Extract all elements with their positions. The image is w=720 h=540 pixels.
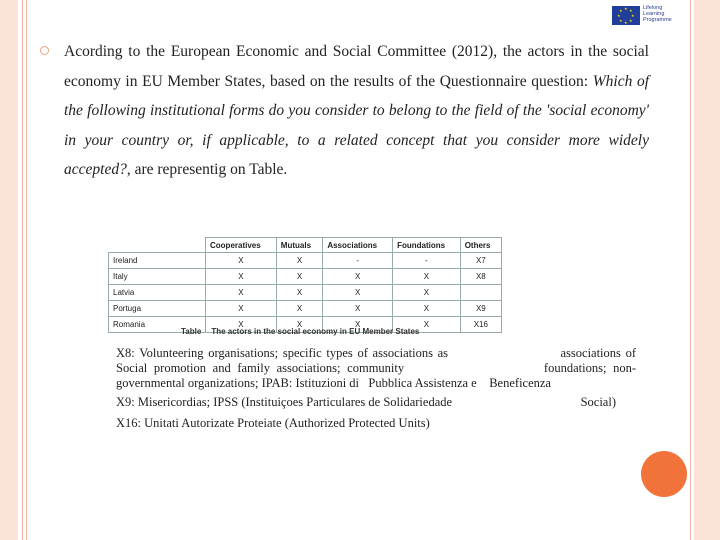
table-cell: X (323, 269, 393, 285)
table-cell: X16 (460, 317, 501, 333)
note-x8-line-3: governmental organizations; IPAB: Istituzioni di Pubblica Assistenza e Beneficenza (116, 376, 551, 390)
table-header-cell: Foundations (393, 238, 461, 253)
decorative-orange-circle (641, 451, 687, 497)
lifelong-learning-logo (612, 4, 680, 28)
questionnaire-question: Which of the following institutional forms do you consider to belong to the field of the 'social economy' in your country or, if applicable, to a related concept that you consider more widely accepted? (64, 72, 650, 178)
paragraph-text: Acording to the European Economic and Social Committee (2012), the actors in the social economy in EU Member States, based on the results of the Questionnaire question: (64, 43, 649, 90)
table-header-cell: Associations (323, 238, 393, 253)
note-x8-line-2: Social promotion and family associations; community foundations; non- (116, 361, 636, 375)
table-cell: X (276, 269, 323, 285)
table-cell (460, 285, 501, 301)
table-cell: X (276, 253, 323, 269)
table-row (109, 269, 502, 285)
table-cell: Italy (109, 269, 206, 285)
table-cell: X7 (460, 253, 501, 269)
note-x9-text: X9: Misericordias; IPSS (Instituiçoes Particulares de Solidariedade (116, 395, 453, 409)
logo-line-3: Programme (643, 17, 672, 23)
right-frame-line (690, 0, 691, 540)
table-cell: Romania (109, 317, 206, 333)
table-header-cell: Cooperatives (206, 238, 277, 253)
table-cell: X (206, 301, 277, 317)
table-cell: - (393, 253, 461, 269)
left-frame-band (0, 0, 18, 540)
table-cell: X (206, 317, 277, 333)
intro-paragraph (64, 37, 649, 185)
table-cell: - (323, 253, 393, 269)
table-cell: X9 (460, 301, 501, 317)
paragraph-end: , are representig on Table. (126, 161, 288, 178)
caption-text: The actors in the social economy in EU Member States (211, 327, 420, 336)
table-cell: X (276, 301, 323, 317)
note-x8-line-1: X8: Volunteering organisations; specific types of associations as associations of (116, 346, 636, 360)
table-row (109, 285, 502, 301)
actors-table (108, 237, 502, 333)
table-cell: X (393, 301, 461, 317)
note-x16: X16: Unitati Autorizate Proteiate (Authorized Protected Units) (116, 416, 430, 430)
table-cell: X (323, 301, 393, 317)
bullet-icon (40, 46, 49, 55)
table-cell: X (393, 269, 461, 285)
table-cell: Latvia (109, 285, 206, 301)
table-header-cell: Others (460, 238, 501, 253)
table-cell: X (393, 317, 461, 333)
table-cell: X (206, 269, 277, 285)
table-cell: X (206, 285, 277, 301)
table-cell: Ireland (109, 253, 206, 269)
logo-line-2: Learning (643, 11, 665, 17)
table-cell: X (276, 317, 323, 333)
left-frame-line-inner (26, 0, 27, 540)
table-header-cell: Mutuals (276, 238, 323, 253)
table-cell: X (276, 285, 323, 301)
table-header-row (109, 238, 502, 253)
table-row (109, 301, 502, 317)
table-cell: X (393, 285, 461, 301)
logo-line-1: Lifelong (643, 5, 663, 11)
note-x9 (116, 395, 636, 410)
table-notes (116, 346, 636, 431)
note-x9-end: Social) (580, 395, 616, 409)
table-caption (181, 327, 419, 336)
caption-label: Table (181, 327, 202, 336)
table-cell: Portuga (109, 301, 206, 317)
table-header-cell (109, 238, 206, 253)
table-cell: X (323, 317, 393, 333)
right-frame-band (694, 0, 720, 540)
table-row (109, 253, 502, 269)
actors-table-container (108, 237, 502, 333)
left-frame-line (22, 0, 23, 540)
eu-flag-icon: ★ ★ ★ ★ ★ ★ ★ ★ (612, 6, 640, 25)
table-cell: X (206, 253, 277, 269)
table-cell: X (323, 285, 393, 301)
table-cell: X8 (460, 269, 501, 285)
